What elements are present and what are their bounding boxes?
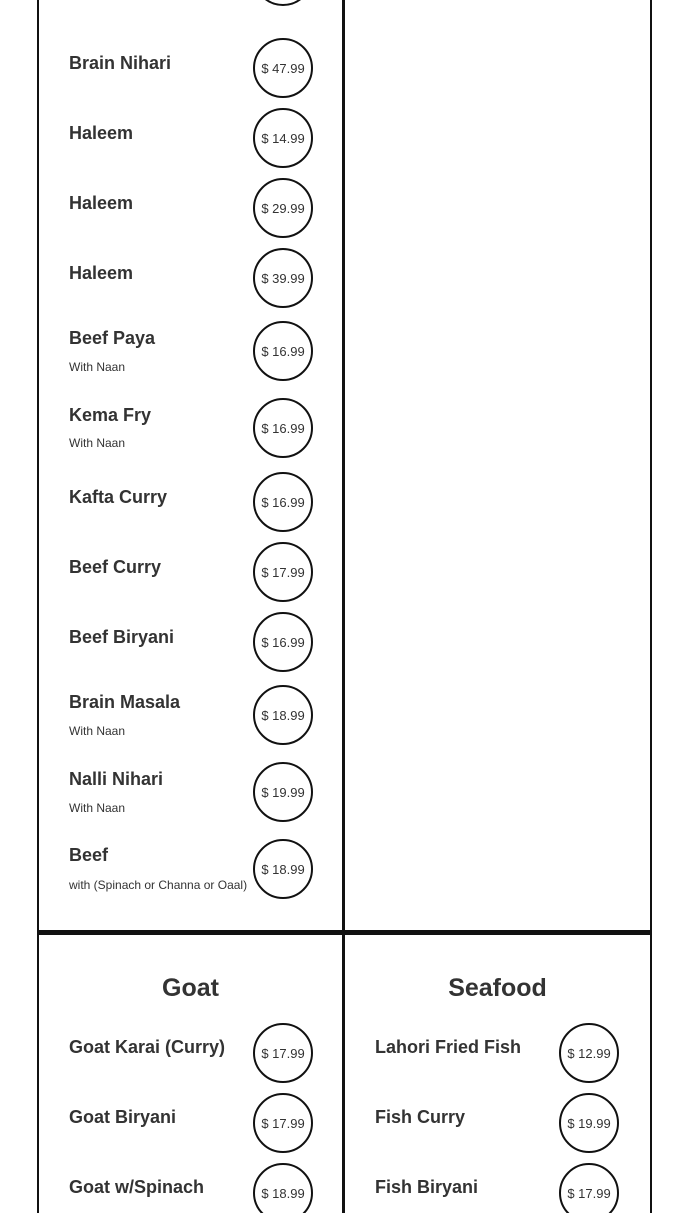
goat-menu-panel xyxy=(37,932,345,1213)
item-name: Fish Curry xyxy=(375,1107,466,1127)
price-badge: $ 17.99 xyxy=(253,542,313,602)
price-badge: $ 16.99 xyxy=(253,612,313,672)
price-badge: $ 16.99 xyxy=(253,321,313,381)
price-badge: $ 17.99 xyxy=(253,1023,313,1083)
item-name: Goat w/Spinach xyxy=(69,1177,205,1197)
item-name: Beef Biryani xyxy=(69,627,175,647)
price-badge: $ 18.99 xyxy=(253,685,313,745)
item-name: Brain Nihari xyxy=(69,53,172,73)
item-note: With Naan xyxy=(69,360,126,374)
item-name: Brain Masala xyxy=(69,692,181,712)
item-name: Beef xyxy=(69,845,109,865)
price-badge: $ 19.99 xyxy=(559,1093,619,1153)
item-name: Haleem xyxy=(69,123,134,143)
price-badge: $ 47.99 xyxy=(253,38,313,98)
price-badge: $ 18.99 xyxy=(253,1163,313,1213)
seafood-menu-panel xyxy=(345,932,652,1213)
item-name: Goat Biryani xyxy=(69,1107,177,1127)
section-title-goat: Goat xyxy=(162,974,219,1002)
item-name: Goat Karai (Curry) xyxy=(69,1037,226,1057)
empty-menu-panel xyxy=(345,0,652,932)
price-badge: $ 29.99 xyxy=(253,178,313,238)
item-note: With Naan xyxy=(69,724,126,738)
beef-menu-panel xyxy=(37,0,345,932)
item-name: Haleem xyxy=(69,193,134,213)
item-name: Beef Curry xyxy=(69,557,162,577)
item-note: with (Spinach or Channa or Oaal) xyxy=(69,878,248,892)
price-badge xyxy=(253,0,313,6)
price-badge: $ 17.99 xyxy=(253,1093,313,1153)
item-name: Nalli Nihari xyxy=(69,769,164,789)
item-note: With Naan xyxy=(69,436,126,450)
price-badge: $ 17.99 xyxy=(559,1163,619,1213)
price-badge: $ 19.99 xyxy=(253,762,313,822)
item-name: Haleem xyxy=(69,263,134,283)
price-badge: $ 18.99 xyxy=(253,839,313,899)
item-note: With Naan xyxy=(69,801,126,815)
price-badge: $ 39.99 xyxy=(253,248,313,308)
item-name: Fish Biryani xyxy=(375,1177,479,1197)
price-badge: $ 14.99 xyxy=(253,108,313,168)
item-name: Beef Paya xyxy=(69,328,156,348)
item-name: Kafta Curry xyxy=(69,487,168,507)
section-title-seafood: Seafood xyxy=(448,974,547,1002)
price-badge: $ 16.99 xyxy=(253,472,313,532)
price-badge: $ 16.99 xyxy=(253,398,313,458)
price-badge: $ 12.99 xyxy=(559,1023,619,1083)
item-name: Kema Fry xyxy=(69,405,152,425)
item-name: Lahori Fried Fish xyxy=(375,1037,522,1057)
